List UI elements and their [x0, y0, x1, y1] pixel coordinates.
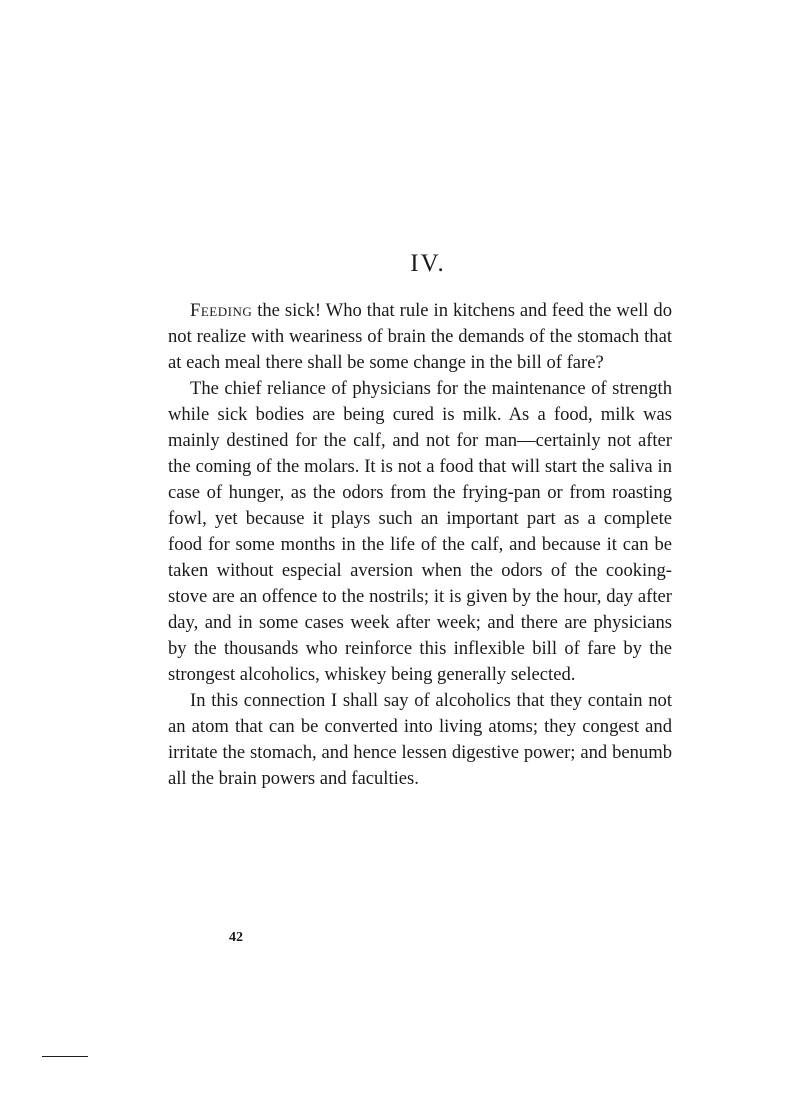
body-text [168, 298, 672, 792]
footer-rule [42, 1056, 88, 1057]
paragraph [168, 298, 672, 376]
chapter-heading: IV. [410, 250, 446, 277]
lead-word: Feeding [190, 300, 253, 321]
paragraph-text: the sick! Who that rule in kitchens and feed the well do not realize with weariness of brain the demands of the stomach that at each meal there shall be some change in the bill of fare? [168, 300, 672, 373]
page-number: 42 [229, 930, 243, 945]
paragraph: In this connection I shall say of alcoholics that they contain not an atom that can be converted into living atoms; they congest and irritate the stomach, and hence lessen digestive power; and benumb all the brain powers and faculties. [168, 690, 672, 789]
paragraph: The chief reliance of physicians for the maintenance of strength while sick bodies are being cured is milk. As a food, milk was mainly destined for the calf, and not for man—certainly not after the coming of the molars. It is not a food that will start the saliva in case of hunger, as the odors from the frying-pan or from roasting fowl, yet because it plays such an important part as a complete food for some months in the life of the calf, and because it can be taken without especial aversion when the odors of the cooking-stove are an offence to the nostrils; it is given by the hour, day after day, and in some cases week after week; and there are physicians by the thousands who reinforce this inflexible bill of fare by the strongest alcoholics, whiskey being generally selected. [168, 378, 672, 685]
